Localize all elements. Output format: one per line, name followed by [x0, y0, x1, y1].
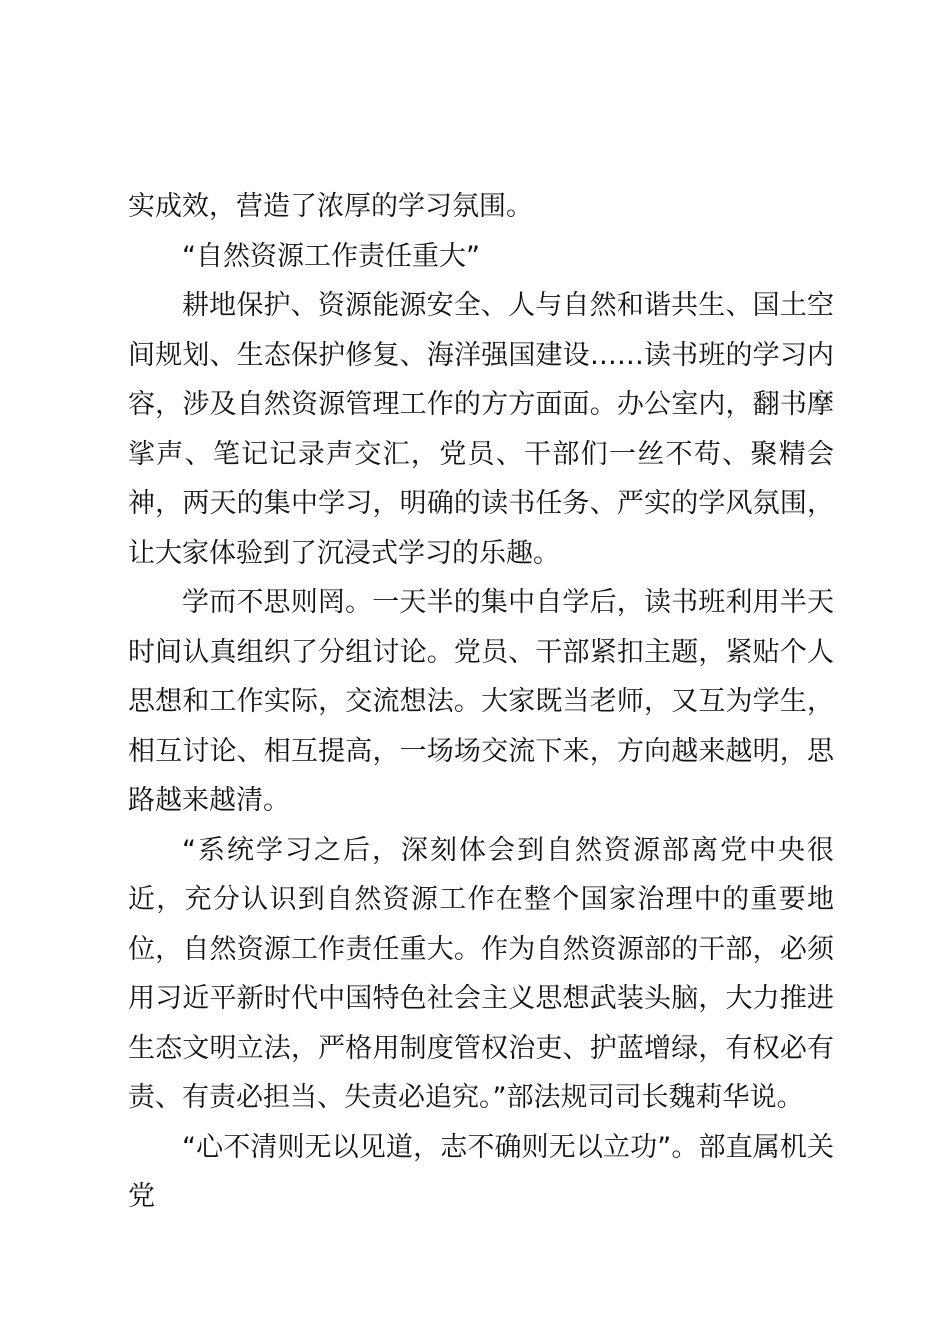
paragraph-4: “系统学习之后，深刻体会到自然资源部离党中央很近，充分认识到自然资源工作在整个国家治理中的重要地位，自然资源工作责任重大。作为自然资源部的干部，必须用习近平新时代中国特色社会主义思想武装头脑，大力推进生态文明立法，严格用制度管权治吏、护蓝增绿，有权必有责、有责必担当、失责必追究。”部法规司司长魏莉华说。 [128, 834, 834, 1113]
section-heading: “自然资源工作责任重大” [182, 240, 480, 272]
paragraph-1: 实成效，营造了浓厚的学习氛围。 [128, 191, 533, 222]
paragraph-3: 学而不思则罔。一天半的集中自学后，读书班利用半天时间认真组织了分组讨论。党员、干部紧扣主题，紧贴个人思想和工作实际，交流想法。大家既当老师，又互为学生，相互讨论、相互提高，一场场交流下来，方向越来越明，思路越来越清。 [128, 587, 834, 816]
article-body [128, 182, 834, 1222]
paragraph-5: “心不清则无以见道，志不确则无以立功”。部直属机关党 [128, 1131, 834, 1212]
paragraph-2: 耕地保护、资源能源安全、人与自然和谐共生、国土空间规划、生态保护修复、海洋强国建设……读书班的学习内容，涉及自然资源管理工作的方方面面。办公室内，翻书摩挲声、笔记记录声交汇，党员、干部们一丝不苟、聚精会神，两天的集中学习，明确的读书任务、严实的学风氛围，让大家体验到了沉浸式学习的乐趣。 [128, 290, 834, 569]
